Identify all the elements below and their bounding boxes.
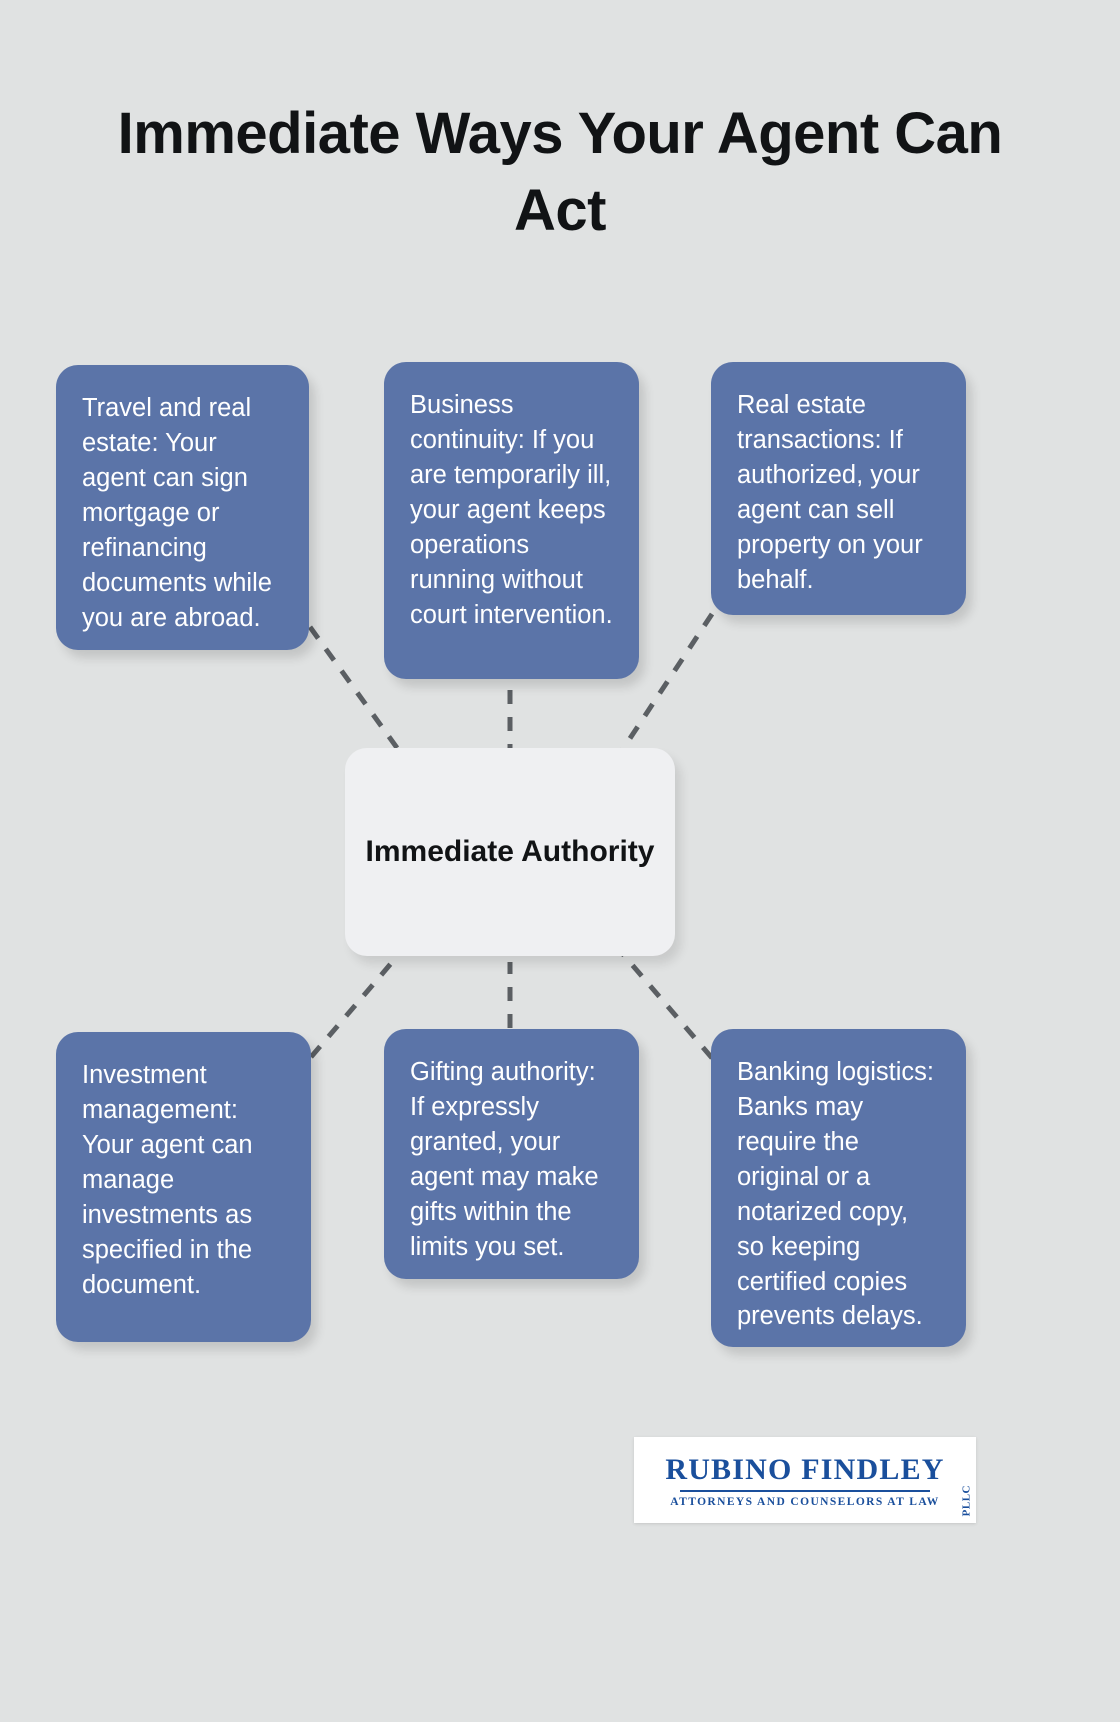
- node-text: Investment management: Your agent can manage investments as specified in the document.: [82, 1061, 253, 1299]
- logo-name-text: RUBINO FINDLEY: [665, 1452, 945, 1486]
- node-gifting-authority: [384, 1029, 639, 1279]
- node-travel-and-real-estate: [56, 365, 309, 650]
- center-node-label: Immediate Authority: [365, 835, 655, 868]
- node-real-estate-transactions: [711, 362, 966, 615]
- node-investment-management: [56, 1032, 311, 1342]
- logo-tagline: ATTORNEYS AND COUNSELORS AT LAW: [670, 1495, 940, 1508]
- logo-suffix: PLLC: [960, 1484, 973, 1516]
- firm-logo: [634, 1437, 976, 1523]
- logo-divider: [680, 1490, 930, 1492]
- node-business-continuity: [384, 362, 639, 679]
- node-text: Travel and real estate: Your agent can sign mortgage or refinancing documents while you are abroad.: [82, 394, 272, 632]
- node-text: Gifting authority: If expressly granted, your agent may make gifts within the limits you set.: [410, 1058, 599, 1261]
- node-text: Business continuity: If you are temporarily ill, your agent keeps operations running without court intervention.: [410, 391, 613, 629]
- node-text: Banking logistics: Banks may require the original or a notarized copy, so keeping certified copies prevents delays.: [737, 1058, 935, 1331]
- page-title: Immediate Ways Your Agent Can Act: [117, 101, 1003, 243]
- node-banking-logistics: [711, 1029, 966, 1347]
- center-node-immediate-authority: [345, 748, 675, 956]
- node-text: Real estate transactions: If authorized, your agent can sell property on your behalf.: [737, 391, 923, 594]
